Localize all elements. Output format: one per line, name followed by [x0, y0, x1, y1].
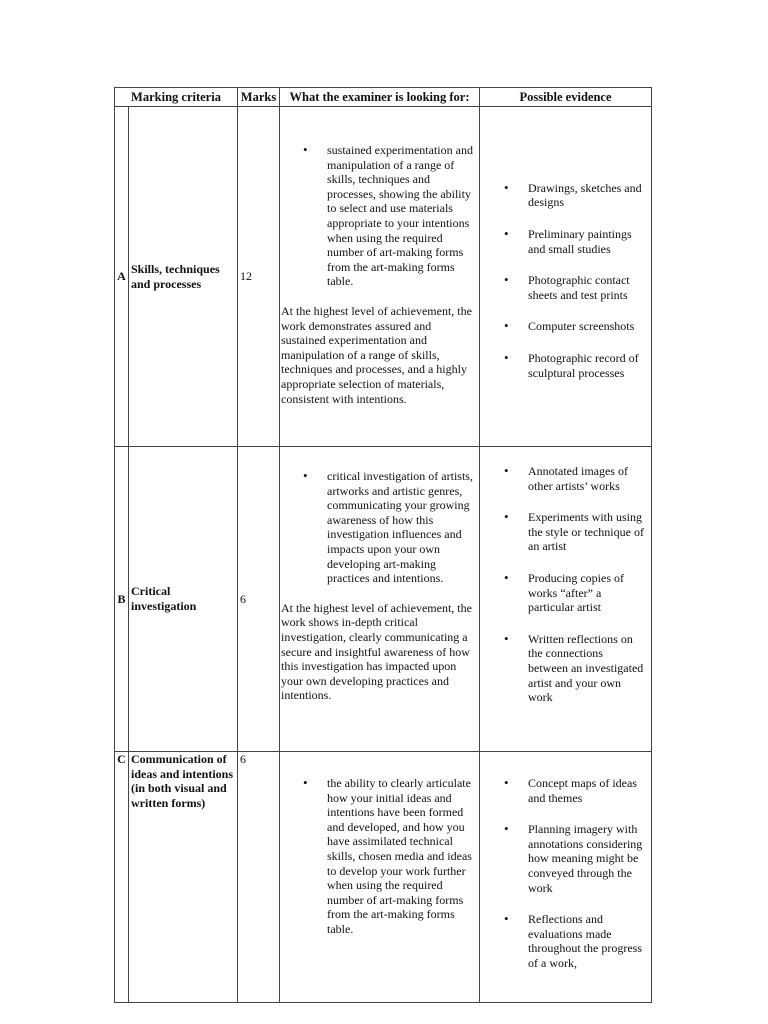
- criterion-name: Critical investigation: [129, 447, 238, 752]
- evidence-cell: [480, 107, 652, 447]
- evidence-item: • Photographic record of sculptural processes: [528, 351, 645, 380]
- examiner-cell: [280, 752, 480, 1003]
- evidence-cell: [480, 752, 652, 1003]
- evidence-item: • Written reflections on the connections between an investigated artist and your own work: [528, 632, 645, 705]
- evidence-item: • Concept maps of ideas and themes: [528, 776, 645, 805]
- evidence-item: • Preliminary paintings and small studies: [528, 227, 645, 256]
- table-row: [115, 107, 652, 447]
- evidence-item: • Drawings, sketches and designs: [528, 181, 645, 210]
- examiner-cell: [280, 447, 480, 752]
- table-header-row: [115, 88, 652, 107]
- evidence-cell: [480, 447, 652, 752]
- criterion-letter: B: [115, 447, 129, 752]
- table-row: [115, 752, 652, 1003]
- header-marks: Marks: [238, 88, 280, 107]
- evidence-item: • Computer screenshots: [528, 319, 645, 334]
- evidence-item: • Photographic contact sheets and test prints: [528, 273, 645, 302]
- evidence-item: • Planning imagery with annotations considering how meaning might be conveyed through the work: [528, 822, 645, 895]
- evidence-item: • Reflections and evaluations made throughout the progress of a work,: [528, 912, 645, 970]
- criterion-name: Communication of ideas and intentions (in both visual and written forms): [129, 752, 238, 1003]
- header-evidence: Possible evidence: [480, 88, 652, 107]
- evidence-item: • Producing copies of works “after” a particular artist: [528, 571, 645, 615]
- marking-criteria-table: [114, 87, 652, 1003]
- achievement-summary: At the highest level of achievement, the work shows in-depth critical investigation, clearly communicating a secure and insightful awareness of how this investigation has impacted upon your own developing practices and intentions.: [281, 600, 472, 703]
- examiner-point: • the ability to clearly articulate how your initial ideas and intentions have been formed and developed, and how you have assimilated technical skills, chosen media and ideas to develop your work further when using the required number of art-making forms from the art-making forms table.: [327, 776, 476, 937]
- criterion-letter: C: [115, 752, 129, 1003]
- examiner-cell: [280, 107, 480, 447]
- criterion-marks: 6: [238, 752, 280, 1003]
- examiner-point: • sustained experimentation and manipulation of a range of skills, techniques and processes, showing the ability to select and use materials appropriate to your intentions when using the required number of art-making forms from the art-making forms table.: [327, 143, 476, 289]
- evidence-item: • Experiments with using the style or technique of an artist: [528, 510, 645, 554]
- evidence-item: • Annotated images of other artists’ works: [528, 464, 645, 493]
- achievement-summary: At the highest level of achievement, the work demonstrates assured and sustained experimentation and manipulation of a range of skills, techniques and processes, and a highly appropriate selection of materials, consistent with intentions.: [281, 303, 472, 406]
- header-examiner: What the examiner is looking for:: [280, 88, 480, 107]
- criterion-marks: 12: [238, 107, 280, 447]
- criterion-marks: 6: [238, 447, 280, 752]
- table-row: [115, 447, 652, 752]
- criterion-name: Skills, techniques and processes: [129, 107, 238, 447]
- criterion-letter: A: [115, 107, 129, 447]
- examiner-point: • critical investigation of artists, artworks and artistic genres, communicating your growing awareness of how this investigation influences and impacts upon your own developing art-making practices and intentions.: [327, 469, 476, 586]
- header-marking-criteria: Marking criteria: [115, 88, 238, 107]
